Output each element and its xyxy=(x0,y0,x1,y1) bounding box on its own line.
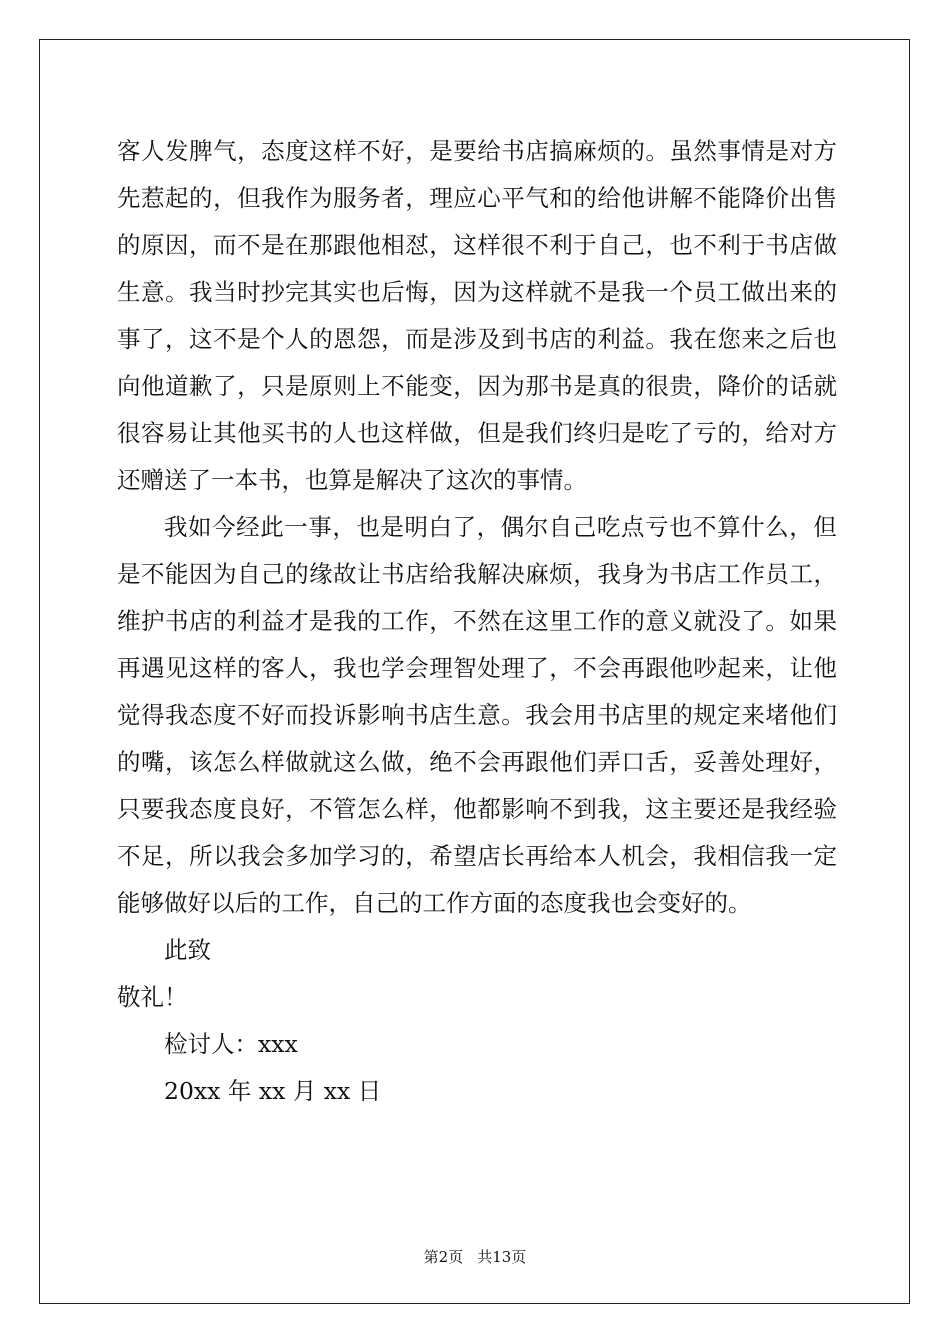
letter-paragraphs xyxy=(117,128,837,927)
page-total: 共13页 xyxy=(477,1248,527,1266)
text-line: 事 了 ， 这 不 是 个 人 的 恩 怨 ， 而 是 涉 及 到 书 店 的 利 益 。 我 在 您 来 之 后 也 xyxy=(117,325,837,353)
signer-line: 检讨人：xxx xyxy=(164,1030,298,1058)
text-line: 的 嘴 ， 该 怎 么 样 做 就 这 么 做 ， 绝 不 会 再 跟 他 们 弄 口 舌 ， 妥 善 处 理 好 ， xyxy=(117,748,837,776)
page-footer xyxy=(0,1247,950,1267)
text-line: 不 足 ， 所 以 我 会 多 加 学 习 的 ， 希 望 店 长 再 给 本 人 机 会 ， 我 相 信 我 一 定 xyxy=(117,842,837,870)
paragraph xyxy=(117,504,837,927)
text-line: 我 如 今 经 此 一 事 ， 也 是 明 白 了 ， 偶 尔 自 己 吃 点 亏 也 不 算 什 么 ， 但 xyxy=(164,513,837,541)
text-line: 很 容 易 让 其 他 买 书 的 人 也 这 样 做 ， 但 是 我 们 终 归 是 吃 了 亏 的 ， 给 对 方 xyxy=(117,419,837,447)
text-line: 先 惹 起 的 ， 但 我 作 为 服 务 者 ， 理 应 心 平 气 和 的 给 他 讲 解 不 能 降 价 出 售 xyxy=(117,184,837,212)
text-line: 能够做好以后的工作，自己的工作方面的态度我也会变好的。 xyxy=(117,889,752,917)
text-line: 客 人 发 脾 气 ， 态 度 这 样 不 好 ， 是 要 给 书 店 搞 麻 烦 的 。 虽 然 事 情 是 对 方 xyxy=(117,137,837,165)
text-line: 再 遇 见 这 样 的 客 人 ， 我 也 学 会 理 智 处 理 了 ， 不 会 再 跟 他 吵 起 来 ， 让 他 xyxy=(117,654,837,682)
text-line: 是 不 能 因 为 自 己 的 缘 故 让 书 店 给 我 解 决 麻 烦 ， 我 身 为 书 店 工 作 员 工 ， xyxy=(117,560,837,588)
text-line: 只 要 我 态 度 良 好 ， 不 管 怎 么 样 ， 他 都 影 响 不 到 我 ， 这 主 要 还 是 我 经 验 xyxy=(117,795,837,823)
text-line: 维 护 书 店 的 利 益 才 是 我 的 工 作 ， 不 然 在 这 里 工 作 的 意 义 就 没 了 。 如 果 xyxy=(117,607,837,635)
text-line: 向 他 道 歉 了 ， 只 是 原 则 上 不 能 变 ， 因 为 那 书 是 真 的 很 贵 ， 降 价 的 话 就 xyxy=(117,372,837,400)
page-number: 第2页 xyxy=(423,1248,464,1266)
text-line: 的 原 因 ， 而 不 是 在 那 跟 他 相 怼 ， 这 样 很 不 利 于 自 己 ， 也 不 利 于 书 店 做 xyxy=(117,231,837,259)
text-line: 生 意 。 我 当 时 抄 完 其 实 也 后 悔 ， 因 为 这 样 就 不 是 我 一 个 员 工 做 出 来 的 xyxy=(117,278,837,306)
closing-regards: 敬礼！ xyxy=(117,983,188,1011)
closing-salutation: 此致 xyxy=(164,936,211,964)
date-line: 20xx 年 xx 月 xx 日 xyxy=(164,1077,382,1105)
text-line: 觉 得 我 态 度 不 好 而 投 诉 影 响 书 店 生 意 。 我 会 用 书 店 里 的 规 定 来 堵 他 们 xyxy=(117,701,837,729)
paragraph xyxy=(117,128,837,504)
text-line: 还赠送了一本书，也算是解决了这次的事情。 xyxy=(117,466,587,494)
document-body xyxy=(117,128,837,1115)
